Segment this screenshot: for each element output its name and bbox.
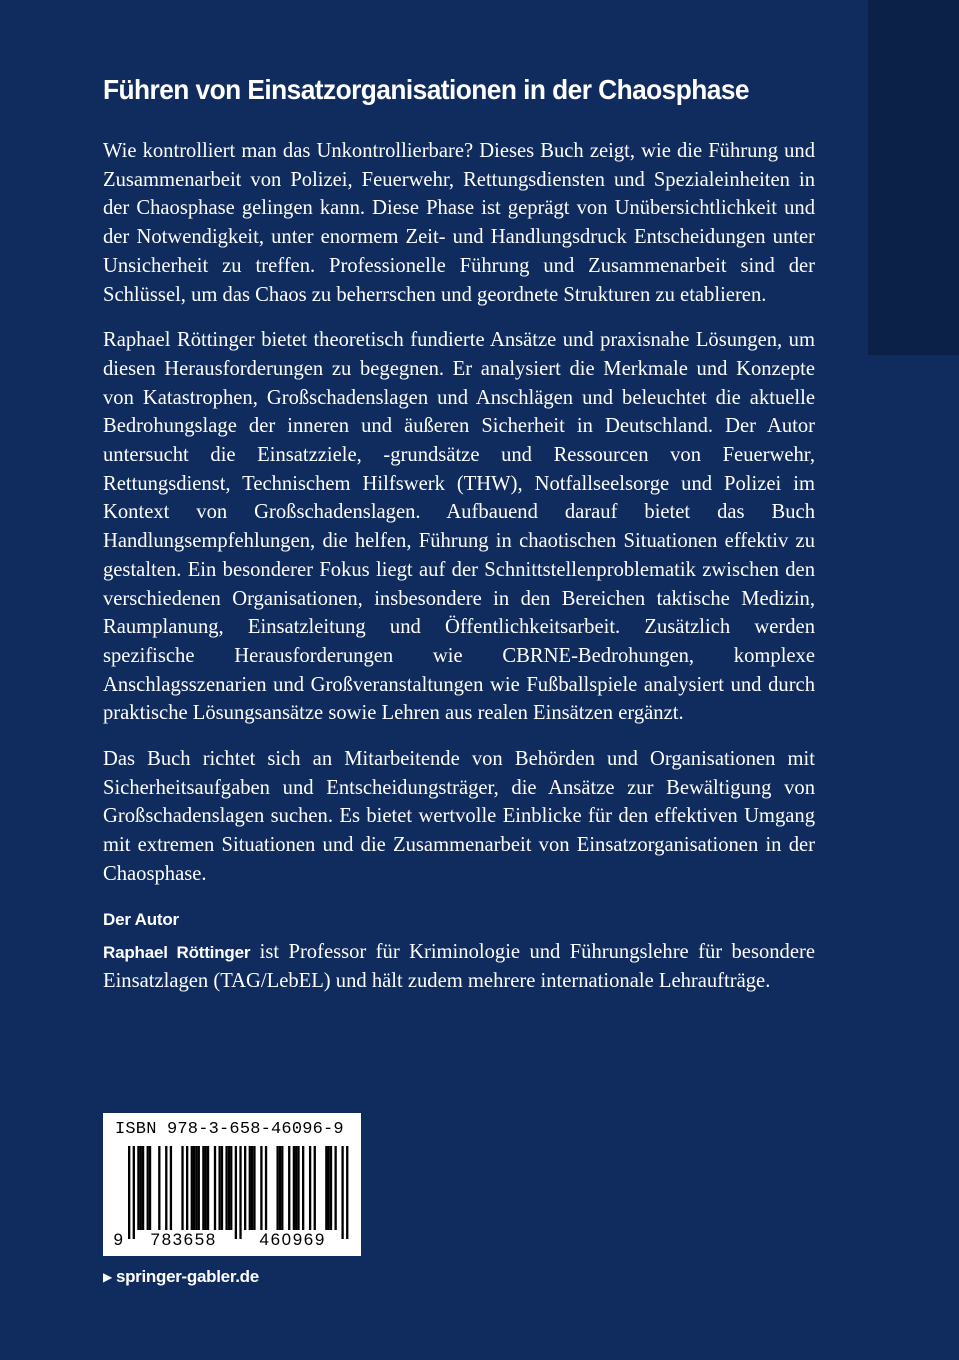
- barcode-bar: [186, 1146, 188, 1230]
- barcode-bar: [279, 1146, 281, 1230]
- barcode-bar: [221, 1146, 223, 1230]
- barcode-bar: [218, 1146, 220, 1230]
- barcode-bar: [214, 1146, 216, 1230]
- blurb-paragraph-2: Raphael Röttinger bietet theoretisch fundierte Ansätze und praxisnahe Lösungen, um diesen Herausforderungen zu begegnen. Er analysiert die Merkmale und Konzepte von Katastrophen, Großschadenslagen und Anschlägen und beleuchtet die aktuelle Bedrohungslage der inneren und äußeren Sicherheit in Deutschland. Der Autor untersucht die Einsatzziele, -grundsätze und Ressourcen von Feuerwehr, Rettungsdienst, Technischem Hilfswerk (THW), Notfallseelsorge und Polizei im Kontext von Großschadenslagen. Aufbauend darauf bietet das Buch Handlungsempfehlungen, die helfen, Führung in chaotischen Situationen effektiv zu gestalten. Ein besonderer Fokus liegt auf der Schnittstellenproblematik zwischen den verschiedenen Organisationen, insbesondere in den Bereichen taktische Medizin, Raumplanung, Einsatzleitung und Öffentlichkeitsarbeit. Zusätzlich werden spezifische Herausforderungen wie CBRNE-Bedrohungen, komplexe Anschlagsszenarien und Großveranstaltungen wie Fußballspiele analysiert und durch praktische Lösungsansätze sowie Lehren aus realen Einsätzen ergänzt.: [103, 329, 815, 725]
- triangle-right-icon: ▶: [103, 1270, 112, 1284]
- barcode-bar: [191, 1146, 193, 1230]
- barcode-bar: [142, 1146, 144, 1230]
- barcode-bar: [314, 1146, 316, 1230]
- barcode-bar: [158, 1146, 160, 1230]
- barcode-bar: [239, 1146, 241, 1239]
- barcode-bar: [253, 1146, 255, 1230]
- barcode-bar: [325, 1146, 327, 1230]
- barcode-bar: [244, 1146, 246, 1230]
- barcode-bar: [302, 1146, 304, 1230]
- barcode-bar: [293, 1146, 295, 1230]
- barcode-bar: [170, 1146, 172, 1230]
- barcode-bar: [137, 1146, 139, 1230]
- barcode-bar: [149, 1146, 151, 1230]
- publisher-url: springer-gabler.de: [115, 1267, 259, 1286]
- author-bio-text: ist Professor für Kriminologie und Führungslehre für besondere Einsatzlagen (TAG/LebEL) und hält zudem mehrere internationale Lehraufträge.: [103, 940, 815, 993]
- barcode-bar: [147, 1146, 149, 1230]
- barcode-bar: [198, 1146, 200, 1230]
- barcode-bar: [193, 1146, 195, 1230]
- barcode-bar: [133, 1146, 135, 1239]
- author-heading: Der Autor: [103, 909, 179, 929]
- author-bio: [103, 938, 815, 996]
- barcode-bar: [276, 1146, 278, 1230]
- barcode-bar: [128, 1146, 130, 1239]
- dark-spine-strip: [868, 0, 959, 355]
- barcode-bar: [228, 1146, 230, 1230]
- barcode-bar: [295, 1146, 297, 1230]
- barcode-bar: [251, 1146, 253, 1230]
- barcode-bar: [265, 1146, 267, 1230]
- barcode-bar: [281, 1146, 283, 1230]
- barcode-bar: [195, 1146, 197, 1230]
- barcode-bar: [309, 1146, 311, 1230]
- book-title: Führen von Einsatzorganisationen in der Chaosphase: [103, 74, 750, 105]
- barcode-bar: [249, 1146, 251, 1230]
- barcode-digit-first: 9: [113, 1230, 125, 1249]
- barcode-bar: [297, 1146, 299, 1230]
- barcode-bar: [330, 1146, 332, 1230]
- barcode-bar: [165, 1146, 167, 1230]
- barcode-bar: [230, 1146, 232, 1230]
- barcode-bar: [202, 1146, 204, 1230]
- barcode-graphic: [103, 1113, 361, 1256]
- barcode-bar: [260, 1146, 262, 1230]
- barcode-bar: [334, 1146, 336, 1230]
- barcode-digits-right: 460969: [259, 1230, 326, 1249]
- isbn-label: ISBN 978-3-658-46096-9: [115, 1120, 344, 1139]
- barcode-bar: [341, 1146, 343, 1239]
- blurb-paragraph-1: Wie kontrolliert man das Unkontrollierbare? Dieses Buch zeigt, wie die Führung und Zusammenarbeit von Polizei, Feuerwehr, Rettungsdiensten und Spezialeinheiten in der Chaosphase gelingen kann. Diese Phase ist geprägt von Unübersichtlichkeit und der Notwendigkeit, unter enormem Zeit- und Handlungsdruck Entscheidungen unter Unsicherheit zu treffen. Professionelle Führung und Zusammenarbeit sind der Schlüssel, um das Chaos zu beherrschen und geordnete Strukturen zu etablieren.: [103, 140, 815, 306]
- barcode-bar: [346, 1146, 348, 1239]
- isbn-barcode: [103, 1113, 361, 1256]
- blurb-paragraph-3: Das Buch richtet sich an Mitarbeitende von Behörden und Organisationen mit Sicherheitsaufgaben und Entscheidungsträger, die Ansätze zur Bewältigung von Großschadenslagen suchen. Es bietet wertvolle Einblicke für den effektiven Umgang mit extremen Situationen und die Zusammenarbeit von Einsatzorganisationen in der Chaosphase.: [103, 748, 815, 885]
- barcode-bar: [207, 1146, 209, 1230]
- barcode-bar: [181, 1146, 183, 1230]
- author-name: Raphael Röttinger: [103, 942, 251, 962]
- barcode-bar: [225, 1146, 227, 1230]
- blurb-text-block: [103, 137, 815, 996]
- barcode-bar: [288, 1146, 290, 1230]
- barcode-bar: [328, 1146, 330, 1230]
- publisher-link[interactable]: [103, 1265, 259, 1289]
- barcode-bar: [205, 1146, 207, 1230]
- barcode-bar: [235, 1146, 237, 1239]
- barcode-bar: [140, 1146, 142, 1230]
- barcode-digits-left: 783658: [150, 1230, 217, 1249]
